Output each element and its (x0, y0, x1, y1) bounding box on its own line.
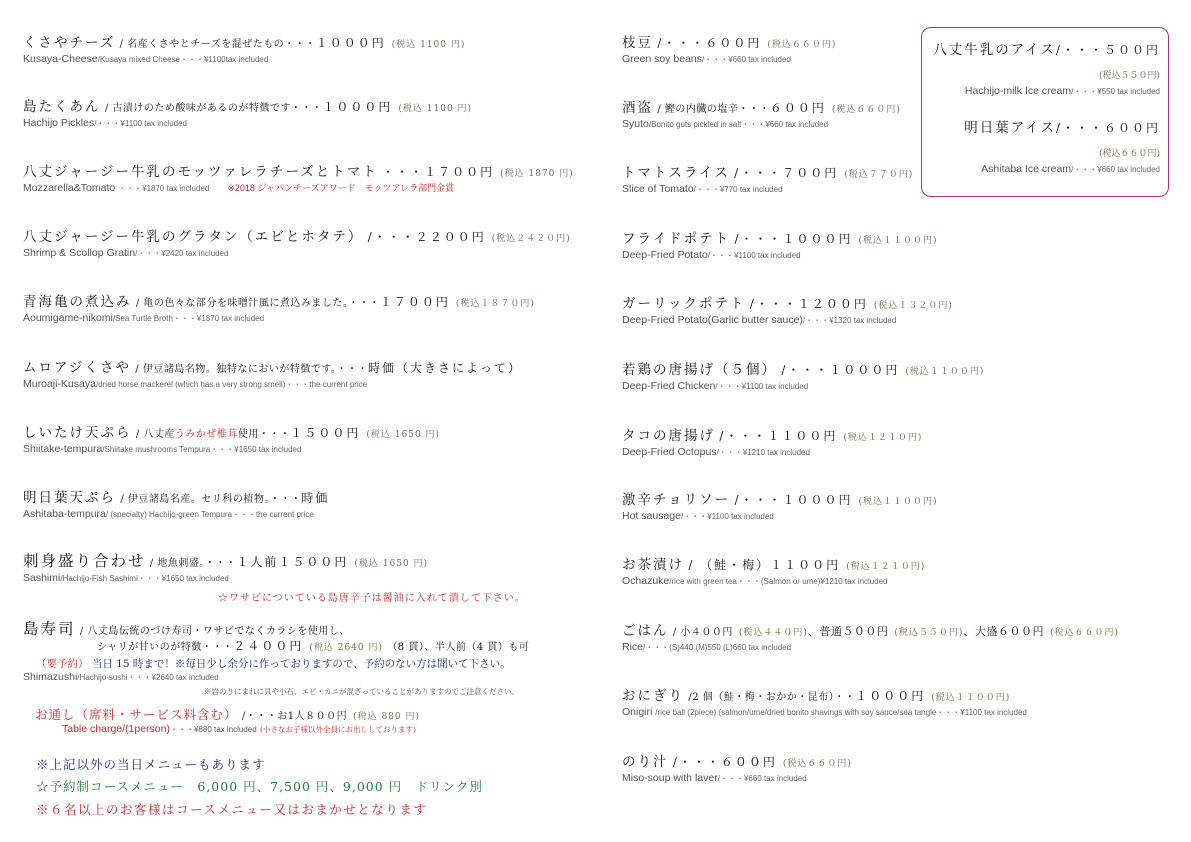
item-en-name: Deep-Fried Potato(Garlic butter sauce) (622, 314, 803, 326)
menu-item-edamame (622, 35, 836, 66)
item-en-name: Mozzarella&Tomato (23, 182, 116, 194)
item-en-name: Ashitaba-tempura (23, 508, 106, 520)
item-en-name: Ashitaba Ice cream (981, 163, 1072, 175)
item-en-name: Slice of Tomato (622, 183, 694, 195)
item-name: フライドポテト (622, 231, 731, 247)
item-tax: (税込 1100 円) (391, 40, 466, 50)
menu-item-ashitaba-tempura (23, 490, 329, 521)
item-name: 明日葉アイス (964, 120, 1056, 136)
item-name: 八丈ジャージー牛乳のグラタン（エビとホタテ） (23, 229, 364, 245)
item-price: /・・・お1人８００円 (241, 711, 348, 722)
item-en-name: Miso-soup with laver (622, 772, 718, 784)
item-en-sub: /Hachijo-Fish Sashimi・・・¥1650 tax included (60, 574, 229, 583)
item-price: １０００円 (855, 689, 926, 703)
menu-item-karaage (622, 362, 984, 393)
item-name: 激辛チョリソー (622, 492, 731, 508)
item-desc: / 鰹の内臓の塩辛・・・ (657, 104, 770, 115)
item-tax: (税込１１００円) (905, 367, 985, 377)
item-en-name: Kusaya-Cheese (23, 53, 98, 65)
item-desc-highlight: うみかぜ椎茸 (174, 429, 238, 440)
menu-item-gohan (622, 623, 1119, 654)
item-en-name: Table charge/(1person) (62, 723, 170, 735)
otoshi-note: (小さなお子様以外全員にお出ししております) (260, 725, 416, 734)
item-price: /・・・１０００円 (734, 232, 853, 246)
item-en-sub: /・・・¥1100 tax included (707, 251, 801, 260)
item-en-sub: /・・・¥1100 tax included (680, 512, 774, 521)
ashitaba-ice-title (964, 120, 1160, 136)
item-name: のり汁 (622, 754, 669, 770)
ice-en (965, 85, 1160, 98)
item-desc: 使用・・・ (237, 429, 291, 440)
item-name: 刺身盛り合わせ (23, 552, 146, 570)
item-name: 八丈牛乳のアイス (933, 42, 1056, 58)
menu-item-chorizo (622, 492, 938, 523)
item-price: １０００円 (322, 100, 393, 114)
item-price: /・・・７００円 (734, 166, 839, 180)
item-en-name: Ochazuke (622, 575, 670, 587)
item-desc: / 地魚刺盛。・・・ (149, 558, 237, 569)
item-en-sub: /・・・¥660 tax included (717, 774, 807, 783)
item-en-name: Onigiri (622, 706, 653, 718)
item-en-name: Deep-Fried Octopus (622, 446, 717, 458)
item-price: ２４００円 (233, 639, 304, 653)
item-en-sub: ・・・¥880 tax included (169, 725, 257, 734)
wasabi-note: ☆ワサビについている島唐辛子は醤油に入れて潰して下さい。 (218, 593, 526, 604)
otoshi-en (62, 723, 416, 736)
item-tax: (税込１１００円) (931, 693, 1011, 703)
item-tax: (税込１８７０円) (455, 299, 535, 309)
item-tax: (税込 2640 円) (309, 643, 383, 653)
item-desc: / 名産くさやとチーズを混ぜたもの・・・ (119, 39, 316, 50)
item-en-name: Green soy beans (622, 53, 702, 65)
item-tax: (税込７７０円) (844, 170, 914, 180)
item-en-sub: /rice ball (2piece) (salmon/ume/dried bonito shavings with soy sauce/sea tangle・・・¥1100 tax included (655, 708, 1027, 717)
item-en-name: Hachijo Pickles (23, 117, 95, 129)
menu-item-norijiru (622, 754, 852, 785)
item-en-name: Aoumigame-nikomi (23, 312, 113, 324)
item-en-name: Hachijo-milk Ice cream (964, 85, 1072, 97)
item-tax: (税込２４２０円) (491, 234, 571, 244)
item-desc: / 古漬けのため酸味があるのが特徴です・・・ (104, 103, 323, 114)
item-price: /・・・１１００円 (719, 429, 838, 443)
item-price-small: / 小４００円 (672, 627, 733, 638)
menu-item-shiitake (23, 425, 440, 456)
item-en-sub: /Shiitake mushrooms Tempura・・・¥1650 tax included (102, 445, 302, 454)
item-tax: (税込 1650 円) (366, 430, 441, 440)
menu-item-tomato (622, 165, 913, 196)
item-tax: (税込６６０円) (831, 105, 901, 115)
item-en-name: Shrimp & Scollop Gratin (23, 247, 136, 259)
item-en-sub: /・・・¥1210 tax included (716, 448, 810, 457)
item-tax: (税込 1650 円) (354, 559, 429, 569)
item-price: /・・・１０００円 (781, 363, 900, 377)
item-en-name: Shiitake-tempura (23, 443, 103, 455)
item-price: 時価 (301, 491, 330, 505)
item-en-name: Hot sausage (622, 510, 681, 522)
item-en-sub: /・・・¥1320 tax included (802, 316, 897, 325)
item-desc: / 八丈島伝統のづけ寿司・ワサビでなくカラシを使用し、 (79, 626, 350, 637)
item-name: お通し（席料・サービス料含む） (35, 707, 238, 722)
shimazushi-reserve (36, 656, 511, 671)
menu-item-onigiri (622, 688, 1027, 719)
item-price: / （鮭・梅）１１００円 (688, 558, 841, 572)
item-en-sub: / (specialty) Hachijo-green Tempura・・・the current price (105, 510, 314, 519)
item-en-sub: /dried horse mackerel (which has a very strong smell)・・・the current price (95, 380, 368, 389)
award-note: ※2018 ジャパンチーズアワード モッツアレラ部門金賞 (227, 183, 455, 193)
ashitaba-ice-tax: (税込６６０円) (1098, 149, 1160, 159)
menu-item-aoumigame (23, 294, 535, 325)
item-tax: (税込６６０円) (1049, 628, 1119, 638)
item-name: くさやチーズ (23, 35, 116, 51)
ice-tax: (税込５５０円) (1098, 71, 1160, 81)
item-en-sub: /Sea Turtle Broth・・・¥1870 tax included (112, 314, 265, 323)
shimazushi-en (23, 671, 219, 684)
item-desc: シャリが甘いのが特徴・・・ (97, 642, 234, 653)
menu-item-gratin (23, 229, 571, 260)
item-tax: (税込６６０円) (782, 759, 852, 769)
menu-item-tako (622, 428, 922, 459)
item-price: /・・・１０００円 (734, 493, 853, 507)
item-desc: / 伊豆諸島名産。セリ科の植物。・・・ (120, 494, 302, 505)
item-price: １５００円 (290, 426, 361, 440)
item-name: しいたけ天ぷら (23, 425, 132, 441)
item-en-name: Sashimi (23, 572, 61, 584)
item-tax: (税込 880 円) (353, 712, 421, 722)
item-name: 枝豆 (622, 35, 653, 51)
item-en-sub: ・・・¥1870 tax included (118, 184, 210, 193)
item-en-name: Deep-Fried Potato (622, 249, 708, 261)
item-tax: (税込１２１０円) (843, 433, 923, 443)
item-name: 島寿司 (23, 620, 76, 638)
item-en-sub: /・・・¥1100 tax included (94, 119, 187, 128)
menu-item-sashimi (23, 553, 428, 585)
item-price: /・・・５００円 (1055, 43, 1160, 57)
item-price: ６００円 (769, 101, 826, 115)
item-name: ガーリックポテト (622, 296, 746, 312)
note-group: ※６名以上のお客様はコースメニュー又はおまかせとなります (36, 802, 428, 817)
item-name: 若鶏の唐揚げ（５個） (622, 362, 777, 378)
item-name: ムロアジくさや (23, 360, 131, 376)
item-price: １人前１５００円 (236, 555, 349, 569)
item-name: 明日葉天ぷら (23, 490, 116, 506)
item-desc: / 伊豆諸島名物。独特なにおいが特徴です。・・・ (135, 364, 369, 375)
item-en-sub: /・・・¥1100 tax included (715, 382, 809, 391)
item-en-sub: /・・・¥660 tax included (1071, 165, 1160, 174)
item-name: トマトスライス (622, 165, 730, 181)
item-tax: (税込６６０円) (767, 40, 837, 50)
note-course-menu: ☆予約制コースメニュー 6,000 円、7,500 円、9,000 円 ドリンク別 (36, 779, 483, 794)
item-price: /・・・１２００円 (749, 297, 868, 311)
item-en-sub: /・・・¥550 tax included (1071, 87, 1160, 96)
item-price: 時価（大きさによって） (368, 361, 523, 375)
item-en-sub: /・・・¥2420 tax included (135, 249, 229, 258)
item-tax: (税込１１００円) (858, 497, 938, 507)
item-price: ・・・１７００円 (382, 165, 495, 179)
item-name: 島たくあん (23, 99, 101, 115)
item-en-name: Muroaji-Kusaya (23, 378, 96, 390)
item-en-sub: /Hachijo-sushi・・・¥2640 tax included (77, 673, 219, 682)
item-en-name: Rice (622, 641, 644, 653)
item-en-sub: /Kusaya mixed Cheese・・・¥1100tax included (97, 55, 269, 64)
item-en-name: Deep-Fried Chicken (622, 380, 716, 392)
item-price: /・・・６００円 (657, 36, 762, 50)
menu-item-mozzarella (23, 164, 574, 195)
item-name: お茶漬け (622, 557, 684, 573)
item-price: /・・・６００円 (1055, 121, 1160, 135)
shimazushi-line2 (97, 638, 529, 656)
item-price: １０００円 (315, 36, 386, 50)
item-en-sub: /・・・¥770 tax included (693, 185, 783, 194)
item-price-regular: 、普通５００円 (807, 625, 889, 638)
ice-title (933, 42, 1160, 58)
item-tax: (税込１３２０円) (873, 301, 953, 311)
item-tax: (税込 1100 円) (398, 104, 473, 114)
item-tax: (税込５５０円) (894, 628, 964, 638)
item-portion: （8 貫）、半人前（4 貫）も可 (387, 642, 530, 653)
item-en-sub: /・・・(S)440 (M)550 (L)660 tax included (643, 643, 792, 652)
item-price-large: 、大盛６００円 (963, 625, 1044, 638)
item-desc: / 八丈産 (135, 429, 175, 440)
iwanori-note: ※岩のりにまれに貝や小石、エビ・カニが混ざっていることがありますのでご注意ください。 (204, 687, 519, 696)
item-tax: (税込１１００円) (858, 236, 938, 246)
item-name: 青海亀の煮込み (23, 294, 132, 310)
item-desc: / 亀の色々な部分を味噌汁風に煮込みました。・・・ (135, 298, 380, 309)
item-price: １７００円 (379, 295, 450, 309)
item-name: おにぎり (622, 688, 684, 704)
item-en-name: Shimazushi (23, 671, 78, 683)
menu-item-shima-takuan (23, 99, 472, 130)
menu-item-muroaji (23, 360, 522, 391)
dessert-box (921, 27, 1169, 197)
item-tax: (税込１２１０円) (846, 562, 926, 572)
item-price: /・・・６００円 (672, 755, 777, 769)
item-en-sub: /・・・¥660 tax included (701, 55, 791, 64)
item-desc: /2 個（鮭・梅・おかか・昆布）・・ (688, 692, 856, 703)
menu-item-garlic-potato (622, 296, 953, 327)
note-same-day: ※上記以外の当日メニューもあります (36, 757, 266, 772)
item-name: ごはん (622, 623, 669, 639)
menu-item-shutou (622, 100, 901, 131)
item-price: /・・・２２００円 (367, 230, 486, 244)
item-tax: (税込 1870 円) (500, 169, 574, 179)
ashitaba-ice-en (981, 163, 1160, 176)
item-name: タコの唐揚げ (622, 428, 715, 444)
reserve-label: （要予約） (36, 658, 89, 670)
reserve-note: 当日 15 時まで！※毎日少し余分に作っておりますので、予約のない方は聞いて下さい。 (91, 658, 511, 670)
menu-item-kusaya-cheese (23, 35, 465, 66)
item-name: 八丈ジャージー牛乳のモッツァレラチーズとトマト (23, 164, 378, 180)
item-en-sub: /rice with green tea・・・(Salmon or ume)¥1210 tax included (669, 577, 888, 586)
item-en-name: Syuto (622, 118, 649, 130)
menu-item-ochazuke (622, 557, 925, 588)
menu-item-fries (622, 231, 938, 262)
item-tax: (税込４４０円) (738, 628, 808, 638)
item-en-sub: /Bonito guts pickled in salt・・・¥660 tax included (648, 120, 829, 129)
item-name: 酒盗 (622, 100, 653, 116)
